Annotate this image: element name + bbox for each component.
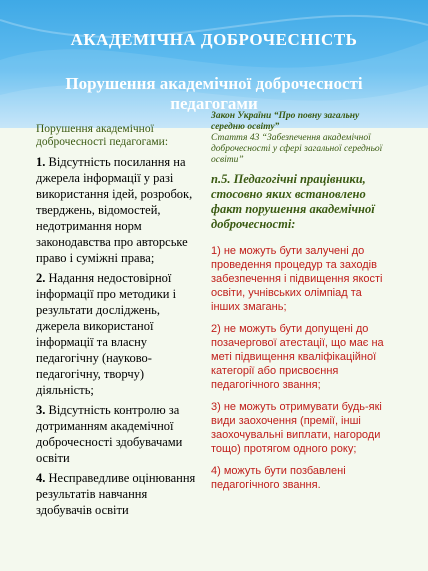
item-number: 4. (36, 471, 46, 485)
left-column (36, 123, 200, 522)
item-text: Відсутність контролю за дотриманням академічної доброчесності здобувачами освіти (36, 403, 183, 465)
item-text: Відсутність посилання на джерела інформації у разі використання ідей, розробок, тверджень, відомостей, недотримання норм законодавства про авторське право і суміжні права; (36, 155, 193, 265)
item-number: 1. (36, 155, 46, 169)
left-heading: Порушення академічної доброчесності педагогами: (36, 123, 169, 148)
sanction-item: 3) не можуть отримувати будь-які види заохочення (премії, інші заохочувальні виплати, нагороди тощо) протягом одного року; (211, 401, 382, 455)
header-banner (0, 0, 428, 128)
right-column (211, 111, 391, 492)
sanction-item: 2) не можуть бути допущені до позачергової атестації, що має на меті підвищення кваліфікаційної категорії або присвоєння педагогічного звання; (211, 323, 384, 391)
item-number: 3. (36, 403, 46, 417)
list-item (36, 470, 200, 518)
item-number: 2. (36, 271, 46, 285)
slide-title: АКАДЕМІЧНА ДОБРОЧЕСНІСТЬ (70, 30, 358, 49)
section-heading: п.5. Педагогічні працівники, стосовно яких встановлено факт порушення академічної доброчесності: (211, 172, 375, 231)
sanction-item: 4) можуть бути позбавлені педагогічного звання. (211, 465, 346, 491)
item-text: Надання недостовірної інформації про методики і результати досліджень, джерела використаної інформації та власну педагогічну (науково-педагогічну, творчу) діяльність; (36, 271, 177, 397)
list-item (36, 270, 200, 398)
sanction-item: 1) не можуть бути залучені до проведення процедур та заходів забезпечення і підвищення якості освіти, учнівських олімпіад та інших змагань; (211, 245, 383, 313)
slide-subtitle: Порушення академічної доброчесності педагогами (65, 74, 363, 113)
list-item (36, 402, 200, 466)
item-text: Несправедливе оцінювання результатів навчання здобувачів освіти (36, 471, 196, 517)
list-item (36, 154, 200, 266)
article-title: Стаття 43 “Забезпечення академічної доброчесності у сфері загальної середньої освіти” (211, 133, 383, 165)
law-title: Закон України “Про повну загальну середню освіту” (211, 111, 360, 132)
